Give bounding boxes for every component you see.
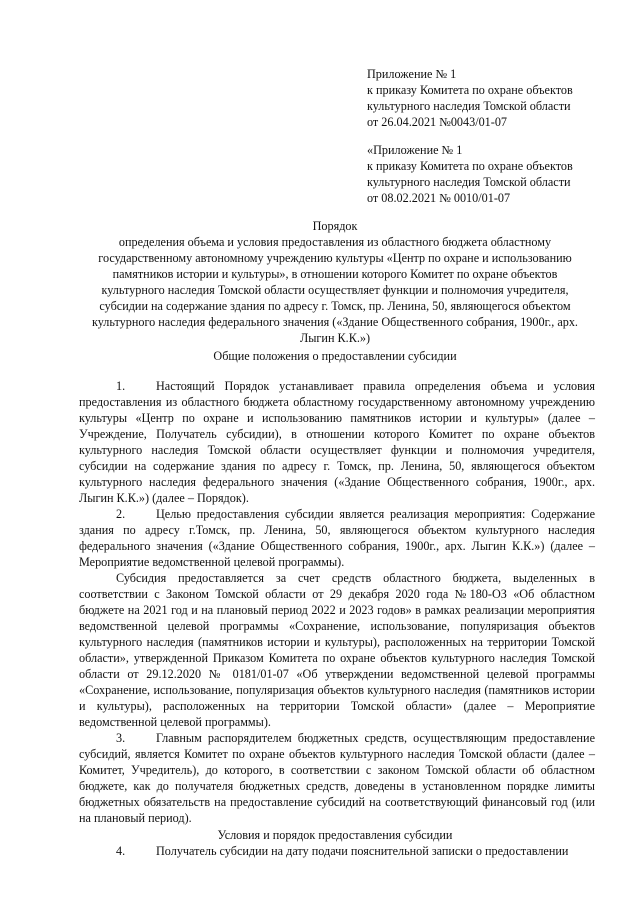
paragraph-text: Получатель субсидии на дату подачи пояснительной записки о предоставлении	[156, 844, 569, 858]
title-line-6: субсидии на содержание здания по адресу г. Томск, пр. Ленина, 50, являющегося объектом	[99, 299, 571, 313]
header-previous-line-2: к приказу Комитета по охране объектов	[367, 159, 573, 173]
paragraph-number: 1.	[116, 379, 126, 393]
header-current-line-2: к приказу Комитета по охране объектов	[367, 83, 573, 97]
paragraph-text: Субсидия предоставляется за счет средств областного бюджета, выделенных в соответствии с Законом Томской области от 29 декабря 2020 года №180-ОЗ «Об областном бюджете на 2021 год и на плановый период 2022 и 2023 годов» в рамках реализации мероприятия ведомственной целевой программы «Сохранение, использование, популяризация объектов культурного наследия (памятников истории и культуры), расположенных на территории Томской области», утвержденной Приказом Комитета по охране объектов культурного наследия Томской области от 29.12.2020 № 0181/01-07 «Об утверждении ведомственной целевой программы «Сохранение, использование, популяризация объектов культурного наследия (памятников истории и культуры), расположенных на территории Томской области» (далее – Мероприятие ведомственной целевой программы).	[79, 571, 595, 729]
section-heading-general: Общие положения о предоставлении субсидии	[213, 349, 457, 363]
document-body	[79, 378, 595, 826]
paragraph-1	[79, 378, 595, 506]
title-line-3: государственному автономному учреждению культуры «Центр по охране и использованию	[98, 251, 572, 265]
paragraph-number: 2.	[116, 507, 126, 521]
paragraph-text: Настоящий Порядок устанавливает правила определения объема и условия предоставления из областного бюджета областному государственному автономному учреждению культуры «Центр по охране и использованию памятников истории и культуры» (далее – Учреждение, Получатель субсидии), в отношении которого Комитет по охране объектов культурного наследия Томской области осуществляет функции и полномочия учредителя, субсидии на содержание здания по адресу г. Томск, пр. Ленина, 50, являющегося объектом культурного наследия федерального значения («Здание Общественного собрания, 1900г., арх. Лыгин К.К.») (далее – Порядок).	[79, 379, 595, 505]
section-heading-conditions: Условия и порядок предоставления субсидии	[217, 828, 453, 842]
paragraph-4	[79, 843, 595, 859]
document-title	[70, 218, 600, 346]
header-previous-line-3: культурного наследия Томской области	[367, 175, 571, 189]
title-line-4: памятников истории и культуры», в отношении которого Комитет по охране объектов	[112, 267, 558, 281]
title-line-7: культурного наследия федерального значения («Здание Общественного собрания, 1900г., арх.	[92, 315, 578, 329]
title-line-8: Лыгин К.К.»)	[299, 331, 371, 345]
paragraph-2-continued	[79, 570, 595, 730]
paragraph-text: Целью предоставления субсидии является реализация мероприятия: Содержание здания по адресу г.Томск, пр. Ленина, 50, являющегося объектом культурного наследия федерального значения («Здание Общественного собрания, 1900г., арх. Лыгин К.К.») (далее – Мероприятие ведомственной целевой программы).	[79, 507, 595, 569]
title-line-5: культурного наследия Томской области осуществляет функции и полномочия учредителя,	[101, 283, 569, 297]
title-line-2: определения объема и условия предоставления из областного бюджета областному	[118, 235, 552, 249]
header-previous-line-1: «Приложение № 1	[367, 143, 463, 157]
header-current-line-1: Приложение № 1	[367, 67, 457, 81]
paragraph-number: 4.	[116, 844, 126, 858]
paragraph-3	[79, 730, 595, 826]
header-previous-line-4: от 08.02.2021 № 0010/01-07	[367, 191, 511, 205]
paragraph-text: Главным распорядителем бюджетных средств, осуществляющим предоставление субсидий, является Комитет по охране объектов культурного наследия Томской области (далее – Комитет, Учредитель), до которого, в соответствии с законом Томской области об областном бюджете, как до получателя бюджетных средств, доведены в установленном порядке лимиты бюджетных обязательств на предоставление субсидий на соответствующий финансовый год (или на плановый период).	[79, 731, 595, 825]
header-current-line-3: культурного наследия Томской области	[367, 99, 571, 113]
header-previous-appendix	[367, 142, 617, 206]
title-line-1: Порядок	[312, 219, 358, 233]
paragraph-2	[79, 506, 595, 570]
header-current-line-4: от 26.04.2021 №0043/01-07	[367, 115, 508, 129]
header-current-appendix	[367, 66, 617, 130]
paragraph-number: 3.	[116, 731, 126, 745]
